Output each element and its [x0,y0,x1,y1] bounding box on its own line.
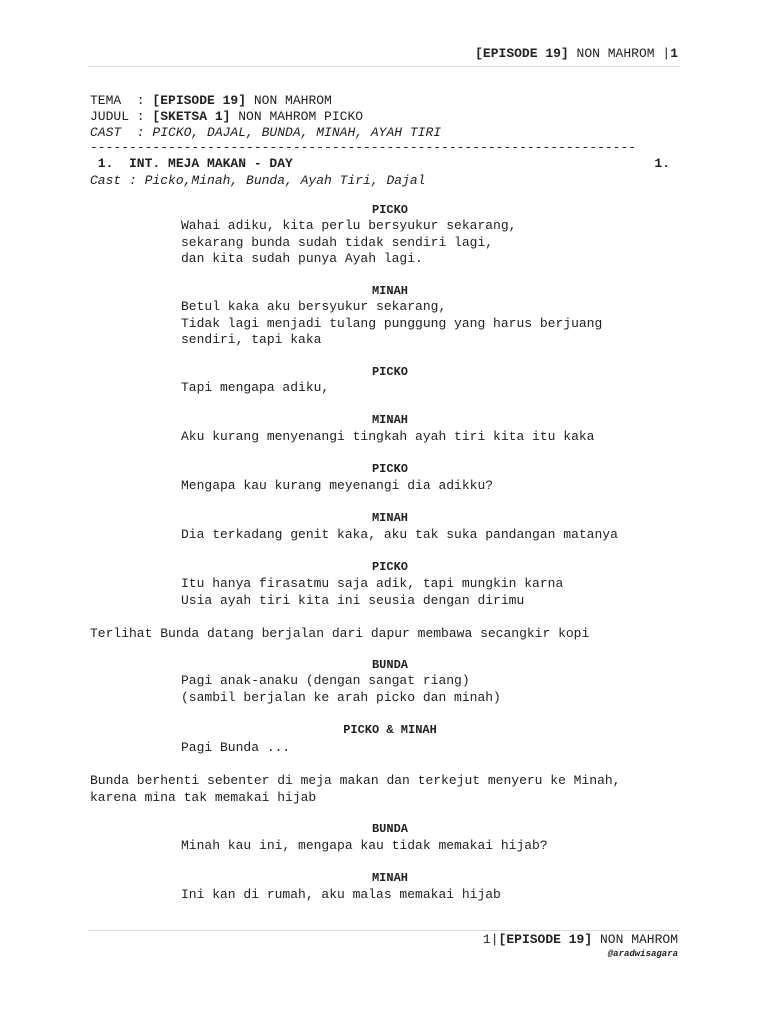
author-handle: @aradwisagara [607,949,678,959]
dialogue: Betul kaka aku bersyukur sekarang, Tidak lagi menjadi tulang punggung yang harus berjuang sendiri, tapi kaka [181,299,603,347]
dialogue: Itu hanya firasatmu saja adik, tapi mungkin karna Usia ayah tiri kita ini seusia dengan dirimu [181,576,564,608]
page-header [475,46,678,61]
speaker-name: PICKO & MINAH [343,723,437,737]
action-line: Terlihat Bunda datang berjalan dari dapur membawa secangkir kopi [90,626,590,641]
speaker-name: BUNDA [371,822,408,836]
tema-line [90,93,690,109]
scene-heading [90,156,674,172]
footer-rule [88,930,680,931]
judul-line [90,109,690,125]
judul-label: JUDUL : [90,109,153,124]
speaker-name: MINAH [371,413,408,427]
speaker-name: MINAH [371,871,408,885]
cast-line: CAST : PICKO, DAJAL, BUNDA, MINAH, AYAH TIRI [90,125,442,140]
dialogue: Mengapa kau kurang meyenangi dia adikku? [181,478,494,493]
speaker-name: PICKO [371,365,408,379]
dialogue: Minah kau ini, mengapa kau tidak memakai hijab? [181,838,548,853]
speaker-name: PICKO [371,203,408,217]
tema-label: TEMA : [90,93,153,108]
divider-line: ---------------------------------------------------------------------- [90,140,637,155]
header-separator: | [662,46,671,61]
header-episode: [EPISODE 19] [475,46,569,61]
scene-number: 1. [654,156,670,171]
header-rule [88,66,680,67]
dialogue: Tapi mengapa adiku, [181,380,330,395]
judul-sketch: [SKETSA 1] [152,109,231,124]
dialogue: Aku kurang menyenangi tingkah ayah tiri kita itu kaka [181,429,595,444]
header-title: NON MAHROM [576,46,655,61]
tema-episode: [EPISODE 19] [152,93,247,108]
speaker-name: PICKO [371,560,408,574]
dialogue: Wahai adiku, kita perlu bersyukur sekarang, sekarang bunda sudah tidak sendiri lagi, dan kita sudah punya Ayah lagi. [181,218,517,266]
action-line: Bunda berhenti sebenter di meja makan dan terkejut menyeru ke Minah, karena mina tak memakai hijab [90,773,621,805]
speaker-name: BUNDA [371,658,408,672]
page-footer [483,932,678,947]
footer-page-number: 1 [482,932,491,947]
footer-episode: [EPISODE 19] [498,932,593,947]
footer-title: NON MAHROM [599,932,678,947]
dialogue: Pagi anak-anaku (dengan sangat riang) (sambil berjalan ke arah picko dan minah) [181,673,501,705]
footer-separator: | [490,932,499,947]
dialogue: Ini kan di rumah, aku malas memakai hijab [181,887,501,902]
judul-title: NON MAHROM PICKO [230,109,364,124]
scene-heading-text: 1. INT. MEJA MAKAN - DAY [90,156,293,171]
speaker-name: MINAH [371,511,408,525]
dialogue: Pagi Bunda ... [181,740,291,755]
speaker-name: PICKO [371,462,408,476]
tema-title: NON MAHROM [246,93,332,108]
dialogue: Dia terkadang genit kaka, aku tak suka pandangan matanya [181,527,618,542]
speaker-name: MINAH [371,284,408,298]
scene-cast: Cast : Picko,Minah, Bunda, Ayah Tiri, Dajal [90,173,426,188]
header-page-number: 1 [670,46,678,61]
